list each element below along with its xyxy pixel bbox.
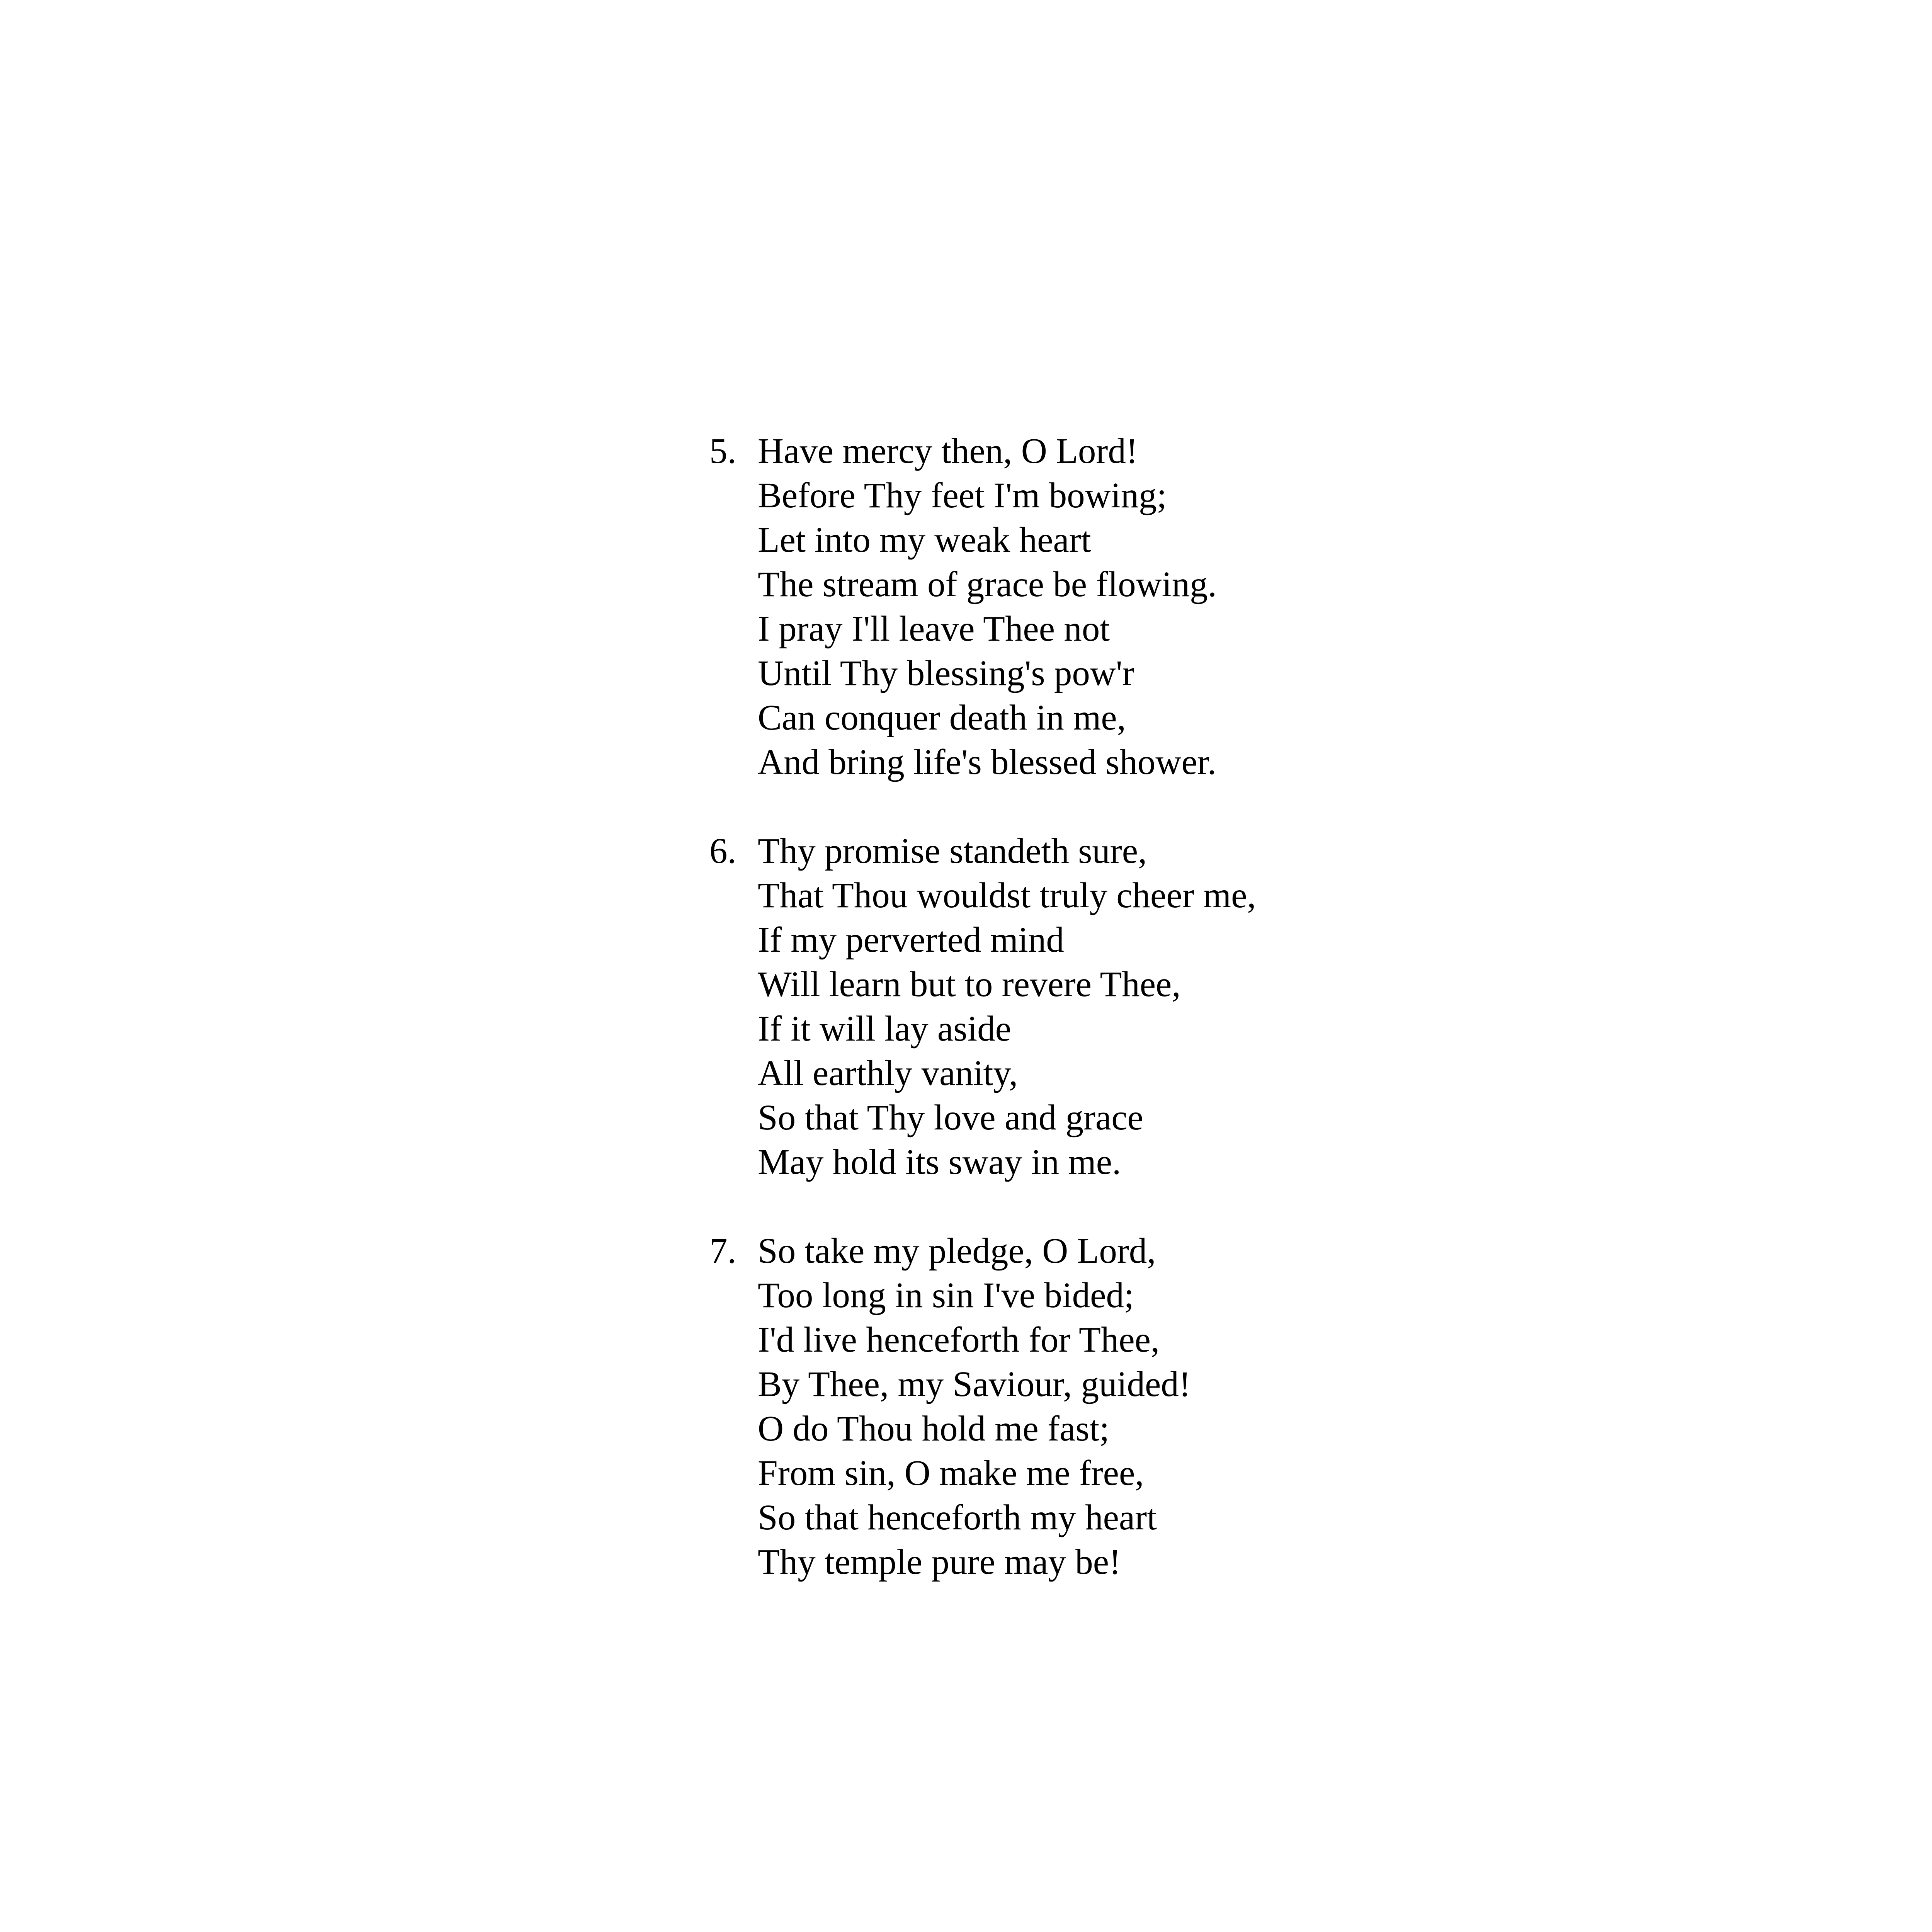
verse-line: I pray I'll leave Thee not: [758, 609, 1110, 649]
verse-7: [709, 1229, 1675, 1584]
verse-line: Can conquer death in me,: [758, 698, 1126, 738]
verse-line: Have mercy then, O Lord!: [758, 431, 1138, 471]
verse-line: Thy temple pure may be!: [758, 1542, 1121, 1582]
verse-line: If my perverted mind: [758, 920, 1064, 960]
verse-line: I'd live henceforth for Thee,: [758, 1320, 1160, 1360]
verse-line: From sin, O make me free,: [758, 1453, 1144, 1493]
verse-line: The stream of grace be flowing.: [758, 565, 1217, 604]
verse-line: All earthly vanity,: [758, 1053, 1018, 1093]
verse-line: Before Thy feet I'm bowing;: [758, 476, 1167, 515]
verse-line: Too long in sin I've bided;: [758, 1276, 1134, 1315]
verse-number: 5.: [709, 431, 736, 471]
verse-line: Until Thy blessing's pow'r: [758, 653, 1134, 693]
verse-line: Thy promise standeth sure,: [758, 831, 1147, 871]
verse-line: So take my pledge, O Lord,: [758, 1231, 1156, 1271]
verse-lines: [758, 1229, 1191, 1584]
verse-6: [709, 829, 1675, 1184]
verse-line: O do Thou hold me fast;: [758, 1409, 1110, 1449]
verse-line: Let into my weak heart: [758, 520, 1091, 560]
verse-number: 6.: [709, 831, 736, 871]
verse-lines: [758, 429, 1217, 784]
hymn-verses: [709, 429, 1675, 1584]
verse-line: By Thee, my Saviour, guided!: [758, 1364, 1191, 1404]
verse-line: So that Thy love and grace: [758, 1098, 1143, 1138]
verse-line: May hold its sway in me.: [758, 1142, 1121, 1182]
verse-line: Will learn but to revere Thee,: [758, 964, 1181, 1004]
verse-5: [709, 429, 1675, 784]
verse-line: If it will lay aside: [758, 1009, 1011, 1049]
verse-line: So that henceforth my heart: [758, 1498, 1157, 1537]
verse-lines: [758, 829, 1256, 1184]
verse-line: And bring life's blessed shower.: [758, 742, 1216, 782]
verse-number: 7.: [709, 1231, 736, 1271]
verse-line: That Thou wouldst truly cheer me,: [758, 876, 1256, 915]
